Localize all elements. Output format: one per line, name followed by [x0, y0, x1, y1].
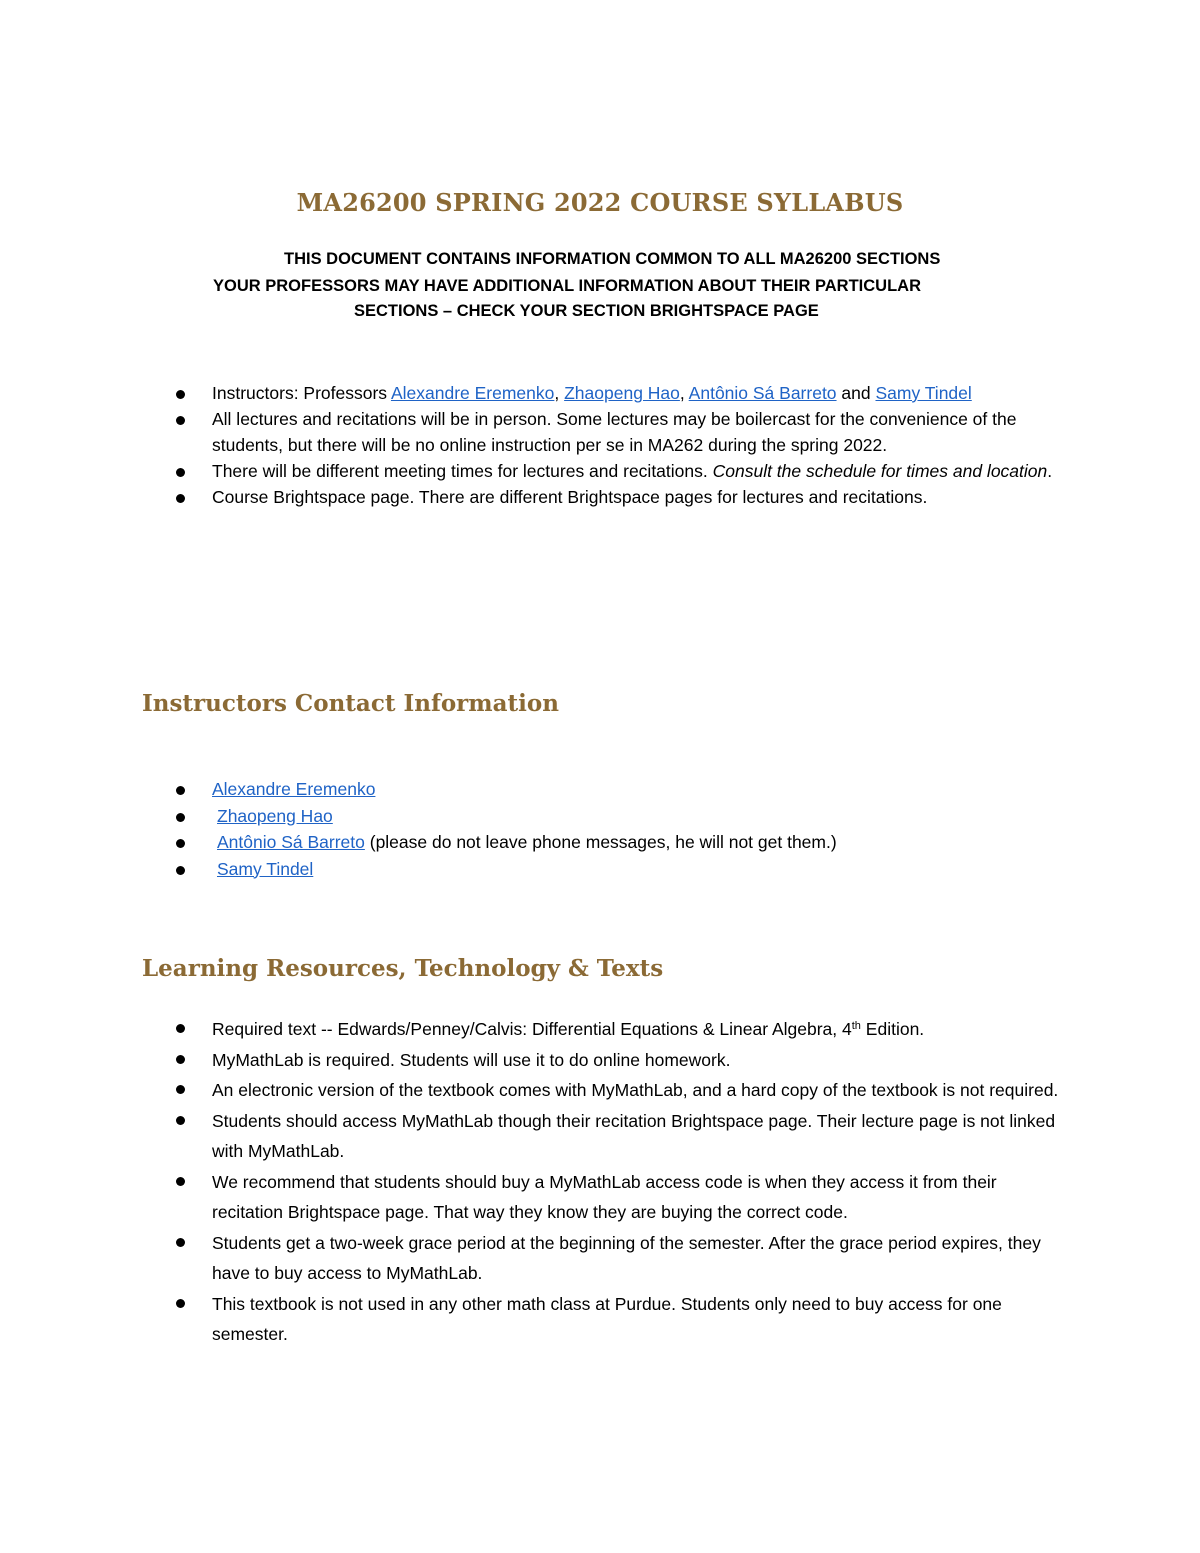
resource-item — [0, 1167, 1062, 1228]
resource-item — [0, 1075, 1062, 1106]
list-item-brightspace — [0, 484, 1062, 510]
brightspace-text: Course Brightspace page. There are different Brightspace pages for lectures and recitations. — [212, 487, 928, 507]
contact-link-barreto[interactable]: Antônio Sá Barreto — [217, 832, 365, 852]
resource-text: This textbook is not used in any other math class at Purdue. Students only need to buy access for one semester. — [212, 1293, 1002, 1344]
notice-line-2: YOUR PROFESSORS MAY HAVE ADDITIONAL INFORMATION ABOUT THEIR PARTICULAR — [213, 277, 921, 295]
notice-line-1: THIS DOCUMENT CONTAINS INFORMATION COMMON TO ALL MA26200 SECTIONS — [284, 250, 941, 268]
heading-contact-info: Instructors Contact Information — [142, 690, 559, 717]
contact-item — [0, 829, 1062, 856]
edition-superscript: th — [851, 1020, 861, 1032]
barreto-note: (please do not leave phone messages, he will not get them.) — [364, 832, 837, 852]
separator: , — [679, 383, 689, 403]
required-text-end: Edition. — [860, 1019, 925, 1039]
list-item-instructors — [0, 380, 1062, 406]
link-eremenko[interactable]: Alexandre Eremenko — [390, 383, 555, 403]
meeting-text: There will be different meeting times for lectures and recitations. — [212, 461, 713, 481]
resource-text: Students should access MyMathLab though their recitation Brightspace page. Their lecture page is not linked with MyMathLab. — [212, 1110, 1056, 1161]
heading-learning-resources: Learning Resources, Technology & Texts — [142, 955, 664, 982]
contact-list — [0, 776, 1062, 882]
document-title: MA26200 SPRING 2022 COURSE SYLLABUS — [296, 188, 904, 217]
resources-list — [0, 1014, 1062, 1350]
contact-link-hao[interactable]: Zhaopeng Hao — [217, 805, 333, 826]
instructors-prefix: Instructors: Professors — [212, 383, 391, 403]
contact-link-tindel[interactable]: Samy Tindel — [217, 858, 314, 879]
lectures-text: All lectures and recitations will be in person. Some lectures may be boilercast for the convenience of the students, but there will be no online instruction per se in MA262 during the spring 2022. — [212, 409, 1017, 455]
link-barreto[interactable]: Antônio Sá Barreto — [688, 383, 837, 403]
separator: , — [554, 383, 565, 403]
resource-text: We recommend that students should buy a MyMathLab access code is when they access it from their recitation Brightspace page. That way they know they are buying the correct code. — [212, 1171, 997, 1222]
contact-item — [0, 856, 1062, 883]
link-tindel[interactable]: Samy Tindel — [875, 383, 972, 403]
resource-item — [0, 1228, 1062, 1289]
intro-list — [0, 380, 1062, 510]
resource-item — [0, 1289, 1062, 1350]
list-item-meeting-times — [0, 458, 1062, 484]
resource-text: Students get a two-week grace period at the beginning of the semester. After the grace period expires, they have to buy access to MyMathLab. — [212, 1232, 1041, 1283]
required-text: Required text -- Edwards/Penney/Calvis: Differential Equations & Linear Algebra, 4 — [212, 1019, 852, 1039]
contact-item — [0, 803, 1062, 830]
resource-text: An electronic version of the textbook comes with MyMathLab, and a hard copy of the textbook is not required. — [212, 1080, 1059, 1100]
list-item-lectures — [0, 406, 1062, 458]
resource-item — [0, 1106, 1062, 1167]
resource-item — [0, 1045, 1062, 1076]
link-hao[interactable]: Zhaopeng Hao — [564, 383, 680, 403]
contact-item — [0, 776, 1062, 803]
meeting-end: . — [1047, 461, 1053, 481]
contact-link-eremenko[interactable]: Alexandre Eremenko — [212, 779, 376, 799]
resource-text: MyMathLab is required. Students will use it to do online homework. — [212, 1049, 731, 1070]
resource-item-required-text — [0, 1014, 1062, 1045]
separator-and: and — [836, 383, 876, 403]
meeting-italic: Consult the schedule for times and location — [712, 461, 1048, 481]
notice-line-3: SECTIONS – CHECK YOUR SECTION BRIGHTSPACE PAGE — [354, 302, 819, 320]
